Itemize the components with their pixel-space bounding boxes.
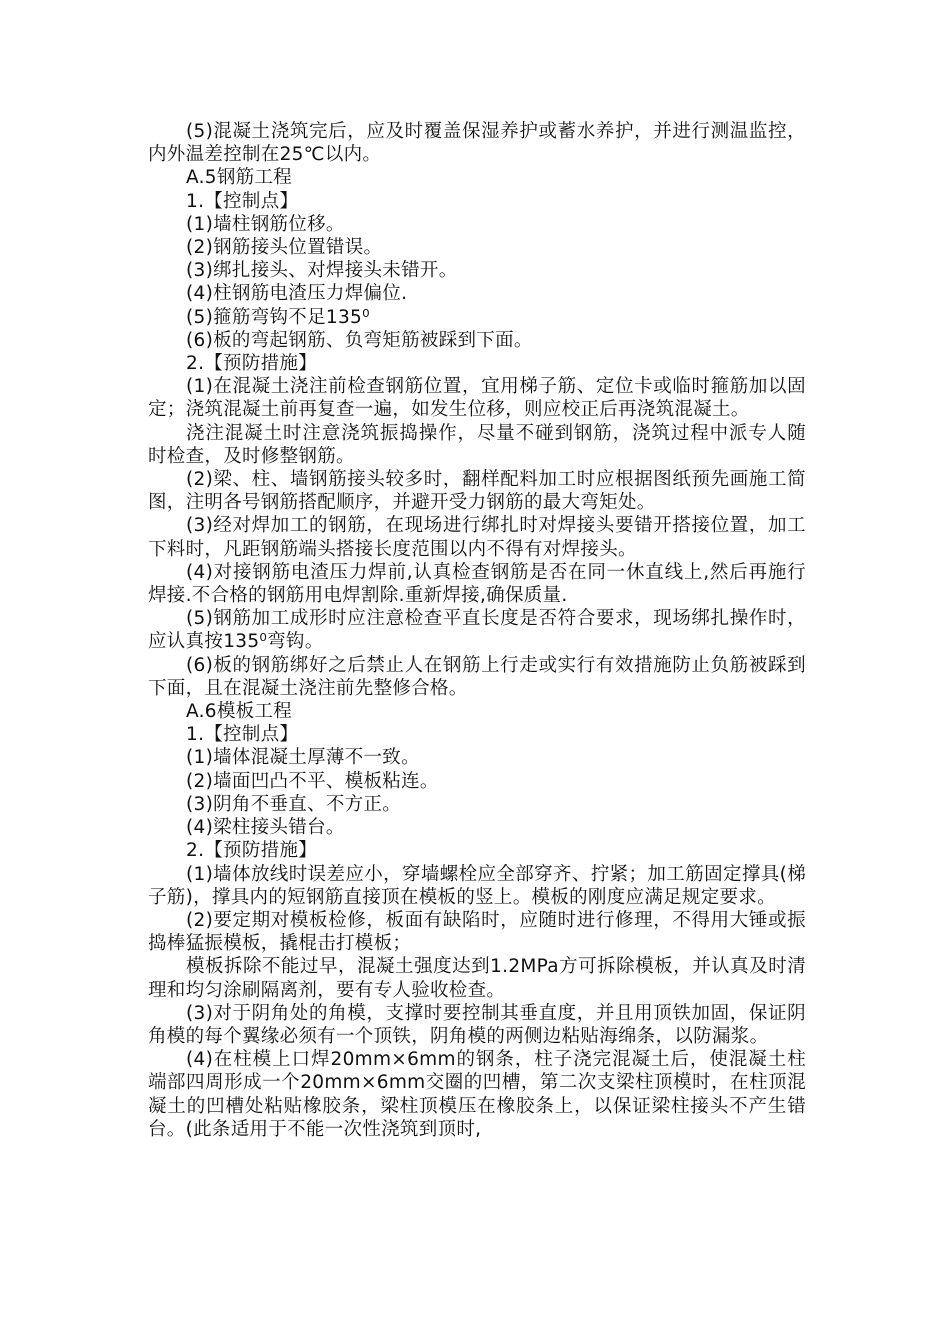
paragraph: (3)对于阴角处的角模，支撑时要控制其垂直度，并且用顶铁加固，保证阴角模的每个翼缘必须有一个顶铁，阴角模的两侧边粘贴海绵条，以防漏浆。 — [148, 1002, 806, 1047]
paragraph: (2)梁、柱、墙钢筋接头较多时，翻样配料加工时应根据图纸预先画施工简图，注明各号钢筋搭配顺序，并避开受力钢筋的最大弯矩处。 — [148, 469, 806, 514]
list-item: (2)墙面凹凸不平、模板粘连。 — [186, 770, 439, 792]
list-item: (5)箍筋弯钩不足135⁰ — [186, 306, 370, 328]
paragraph: (1)在混凝土浇注前检查钢筋位置，宜用梯子筋、定位卡或临时箍筋加以固定；浇筑混凝土前再复查一遍，如发生位移，则应校正后再浇筑混凝土。 — [148, 376, 806, 421]
list-item: (4)梁柱接头错台。 — [186, 817, 345, 839]
list-item: (4)柱钢筋电渣压力焊偏位. — [186, 283, 408, 305]
list-item: (3)阴角不垂直、不方正。 — [186, 793, 402, 815]
paragraph: (6)板的钢筋绑好之后禁止人在钢筋上行走或实行有效措施防止负筋被踩到下面，且在混凝土浇注前先整修合格。 — [148, 654, 806, 699]
subsection-heading: 2.【预防措施】 — [186, 353, 318, 375]
paragraph: 模板拆除不能过早，混凝土强度达到1.2MPa方可拆除模板，并认真及时清理和均匀涂刷隔离剂，要有专人验收检查。 — [148, 956, 806, 1001]
list-item: (3)绑扎接头、对焊接头未错开。 — [186, 260, 458, 282]
paragraph: (4)对接钢筋电渣压力焊前,认真检查钢筋是否在同一休直线上,然后再施行焊接.不合格的钢筋用电焊割除.重新焊接,确保质量. — [148, 561, 806, 607]
paragraph: (1)墙体放线时误差应小，穿墙螺栓应全部穿齐、拧紧；加工筋固定撑具(梯子筋)，撑具内的短钢筋直接顶在模板的竖上。模板的刚度应满足规定要求。 — [148, 863, 806, 908]
list-item: (6)板的弯起钢筋、负弯矩筋被踩到下面。 — [186, 329, 533, 351]
list-item: (1)墙体混凝土厚薄不一致。 — [186, 747, 420, 769]
section-heading: A.6模板工程 — [186, 701, 293, 723]
subsection-heading: 1.【控制点】 — [186, 190, 299, 212]
list-item: (1)墙柱钢筋位移。 — [186, 213, 345, 235]
section-heading: A.5钢筋工程 — [186, 167, 293, 189]
paragraph: (4)在柱模上口焊20mm×6mm的钢条，柱子浇完混凝土后，使混凝土柱端部四周形成一个20mm×6mm交圈的凹槽，第二次支梁柱顶模时，在柱顶混凝土的凹槽处粘贴橡胶条，梁柱顶模压在橡胶条上，以保证梁柱接头不产生错台。(此条适用于不能一次性浇筑到顶时, — [148, 1049, 806, 1140]
subsection-heading: 2.【预防措施】 — [186, 840, 318, 862]
paragraph: (5)钢筋加工成形时应注意检查平直长度是否符合要求，现场绑扎操作时，应认真按135⁰弯钩。 — [148, 608, 806, 653]
list-item: (2)钢筋接头位置错误。 — [186, 237, 383, 259]
paragraph: (5)混凝土浇筑完后，应及时覆盖保湿养护或蓄水养护，并进行测温监控，内外温差控制在25℃以内。 — [148, 121, 806, 166]
paragraph: (3)经对焊加工的钢筋，在现场进行绑扎时对焊接头要错开搭接位置，加工下料时，凡距钢筋端头搭接长度范围以内不得有对焊接头。 — [148, 515, 806, 560]
document-page — [148, 120, 806, 1141]
paragraph: (2)要定期对模板检修，板面有缺陷时，应随时进行修理，不得用大锤或振捣棒猛振模板，撬棍击打模板； — [148, 909, 806, 955]
paragraph: 浇注混凝土时注意浇筑振捣操作，尽量不碰到钢筋，浇筑过程中派专人随时检查，及时修整钢筋。 — [148, 422, 806, 467]
subsection-heading: 1.【控制点】 — [186, 724, 299, 746]
